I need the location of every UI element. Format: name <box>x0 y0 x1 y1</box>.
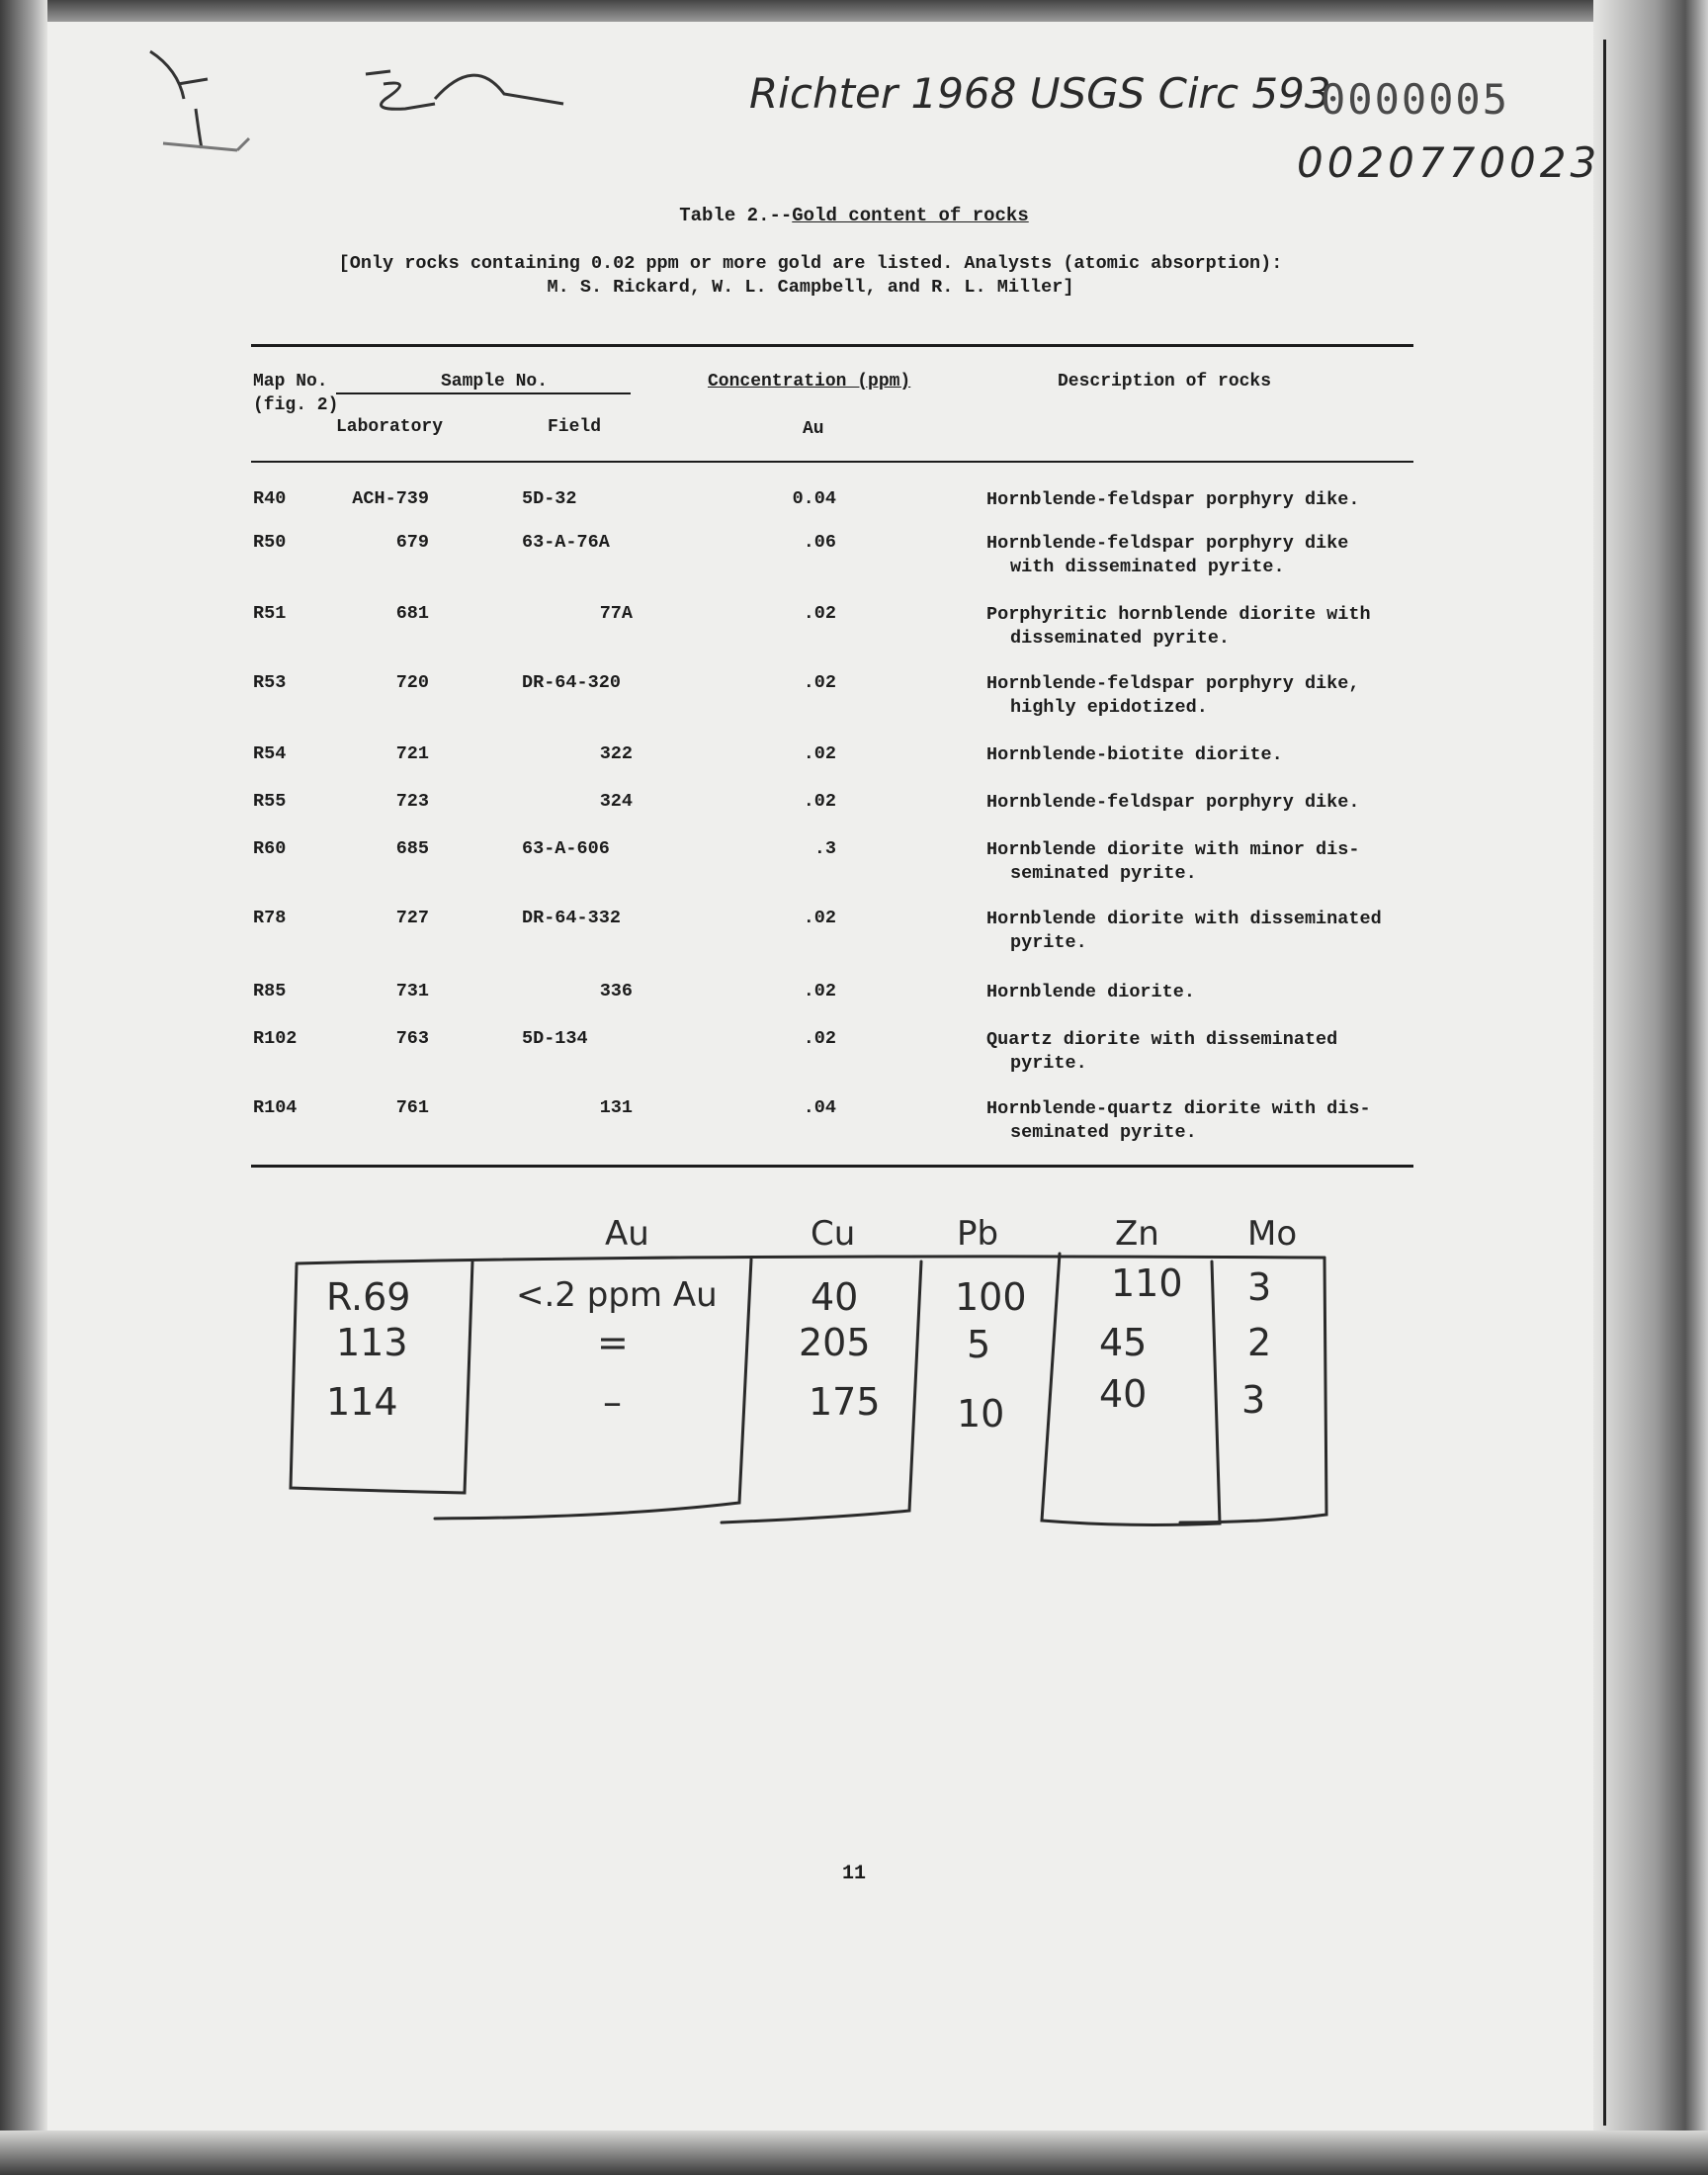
field-cell: 324 <box>599 791 633 812</box>
description-line-2: highly epidotized. <box>1010 697 1208 718</box>
handwritten-header: Mo <box>1247 1214 1298 1254</box>
description-line-1: Hornblende-feldspar porphyry dike. <box>986 792 1360 813</box>
laboratory-cell: 681 <box>395 603 429 624</box>
handwritten-cell-pb: 10 <box>957 1392 1005 1436</box>
map-no-cell: R51 <box>253 603 287 624</box>
field-cell: 322 <box>599 743 633 764</box>
field-cell: 336 <box>599 981 633 1001</box>
description-line-1: Porphyritic hornblende diorite with <box>986 604 1371 625</box>
au-cell: .3 <box>813 838 836 859</box>
laboratory-cell: 685 <box>395 838 429 859</box>
au-cell: .04 <box>803 1097 836 1118</box>
description-line-2: seminated pyrite. <box>1010 863 1197 884</box>
handwritten-header: Au <box>605 1214 649 1254</box>
map-no-cell: R50 <box>253 532 287 553</box>
header-sample-no: Sample No. <box>441 372 549 392</box>
handwritten-cell-pb: 100 <box>955 1275 1027 1319</box>
header-description: Description of rocks <box>1058 372 1272 392</box>
description-line-1: Hornblende diorite. <box>986 982 1195 1002</box>
description-line-2: disseminated pyrite. <box>1010 628 1231 649</box>
description-line-2: pyrite. <box>1010 932 1087 953</box>
map-no-cell: R102 <box>253 1028 298 1049</box>
handwritten-cell-pb: 5 <box>967 1323 991 1366</box>
field-cell: DR-64-332 <box>522 908 621 928</box>
laboratory-cell: 720 <box>395 672 429 693</box>
caption-line-2: M. S. Rickard, W. L. Campbell, and R. L. Miller] <box>547 277 1074 298</box>
laboratory-cell: 761 <box>395 1097 429 1118</box>
field-cell: 63-A-76A <box>522 532 610 553</box>
description-line-2: with disseminated pyrite. <box>1010 557 1285 577</box>
laboratory-cell: 763 <box>395 1028 429 1049</box>
handwritten-cell-mo: 3 <box>1247 1265 1272 1309</box>
handwritten-cell-zn: 40 <box>1099 1372 1148 1416</box>
description-line-1: Hornblende-feldspar porphyry dike <box>986 533 1349 554</box>
au-cell: .02 <box>803 791 836 812</box>
description-line-1: Hornblende-biotite diorite. <box>986 744 1283 765</box>
handwritten-cell-sample: 113 <box>336 1321 408 1364</box>
map-no-cell: R40 <box>253 488 287 509</box>
au-cell: .02 <box>803 743 836 764</box>
document-number-1: 0000005 <box>1321 75 1510 124</box>
field-cell: 63-A-606 <box>522 838 610 859</box>
map-no-cell: R104 <box>253 1097 298 1118</box>
au-cell: .02 <box>803 1028 836 1049</box>
header-map-no: Map No. <box>253 372 328 392</box>
laboratory-cell: ACH-739 <box>352 488 429 509</box>
document-number-2: 0020770023 <box>1297 138 1601 187</box>
description-line-1: Quartz diorite with disseminated <box>986 1029 1338 1050</box>
table-title-prefix: Table 2.-- <box>679 205 793 226</box>
map-no-cell: R53 <box>253 672 287 693</box>
handwritten-cell-zn: 110 <box>1111 1262 1183 1305</box>
description-line-1: Hornblende-quartz diorite with dis- <box>986 1098 1371 1119</box>
au-cell: .06 <box>803 532 836 553</box>
header-fig: (fig. 2) <box>253 395 339 415</box>
map-no-cell: R85 <box>253 981 287 1001</box>
handwritten-cell-mo: 2 <box>1247 1321 1272 1364</box>
au-cell: .02 <box>803 908 836 928</box>
description-line-1: Hornblende-feldspar porphyry dike. <box>986 489 1360 510</box>
handwritten-cell-sample: R.69 <box>326 1275 411 1319</box>
au-cell: .02 <box>803 672 836 693</box>
table-title-main: Gold content of rocks <box>792 205 1029 226</box>
header-laboratory: Laboratory <box>336 417 444 437</box>
handwritten-cell-au: – <box>603 1380 622 1424</box>
field-cell: 5D-32 <box>522 488 577 509</box>
map-no-cell: R55 <box>253 791 287 812</box>
description-line-1: Hornblende-feldspar porphyry dike, <box>986 673 1360 694</box>
handwritten-cell-cu: 175 <box>809 1380 881 1424</box>
description-line-2: pyrite. <box>1010 1053 1087 1074</box>
field-cell: 77A <box>599 603 633 624</box>
map-no-cell: R54 <box>253 743 287 764</box>
field-cell: 131 <box>599 1097 633 1118</box>
laboratory-cell: 679 <box>395 532 429 553</box>
page-number: 11 <box>841 1863 866 1885</box>
handwritten-header: Zn <box>1115 1214 1159 1254</box>
field-cell: 5D-134 <box>522 1028 588 1049</box>
handwritten-cell-au: = <box>597 1321 629 1364</box>
handwritten-cell-cu: 205 <box>799 1321 871 1364</box>
handwritten-cell-sample: 114 <box>326 1380 398 1424</box>
laboratory-cell: 727 <box>395 908 429 928</box>
au-cell: .02 <box>803 603 836 624</box>
laboratory-cell: 723 <box>395 791 429 812</box>
au-cell: 0.04 <box>792 488 836 509</box>
caption-line-1: [Only rocks containing 0.02 ppm or more gold are listed. Analysts (atomic absorption): <box>338 253 1283 274</box>
map-no-cell: R78 <box>253 908 287 928</box>
header-field: Field <box>548 417 602 437</box>
au-cell: .02 <box>803 981 836 1001</box>
handwritten-citation: Richter 1968 USGS Circ 593 <box>749 69 1331 118</box>
description-line-2: seminated pyrite. <box>1010 1122 1197 1143</box>
handwritten-cell-mo: 3 <box>1241 1378 1266 1422</box>
handwritten-cell-au: <.2 ppm Au <box>516 1275 718 1315</box>
map-no-cell: R60 <box>253 838 287 859</box>
handwritten-cell-zn: 45 <box>1099 1321 1148 1364</box>
description-line-1: Hornblende diorite with minor dis- <box>986 839 1360 860</box>
field-cell: DR-64-320 <box>522 672 621 693</box>
header-au: Au <box>803 419 824 439</box>
header-concentration: Concentration (ppm) <box>708 372 911 392</box>
laboratory-cell: 721 <box>395 743 429 764</box>
laboratory-cell: 731 <box>395 981 429 1001</box>
description-line-1: Hornblende diorite with disseminated <box>986 909 1382 929</box>
handwritten-header: Pb <box>957 1214 999 1254</box>
handwritten-cell-cu: 40 <box>811 1275 859 1319</box>
handwritten-header: Cu <box>811 1214 856 1254</box>
